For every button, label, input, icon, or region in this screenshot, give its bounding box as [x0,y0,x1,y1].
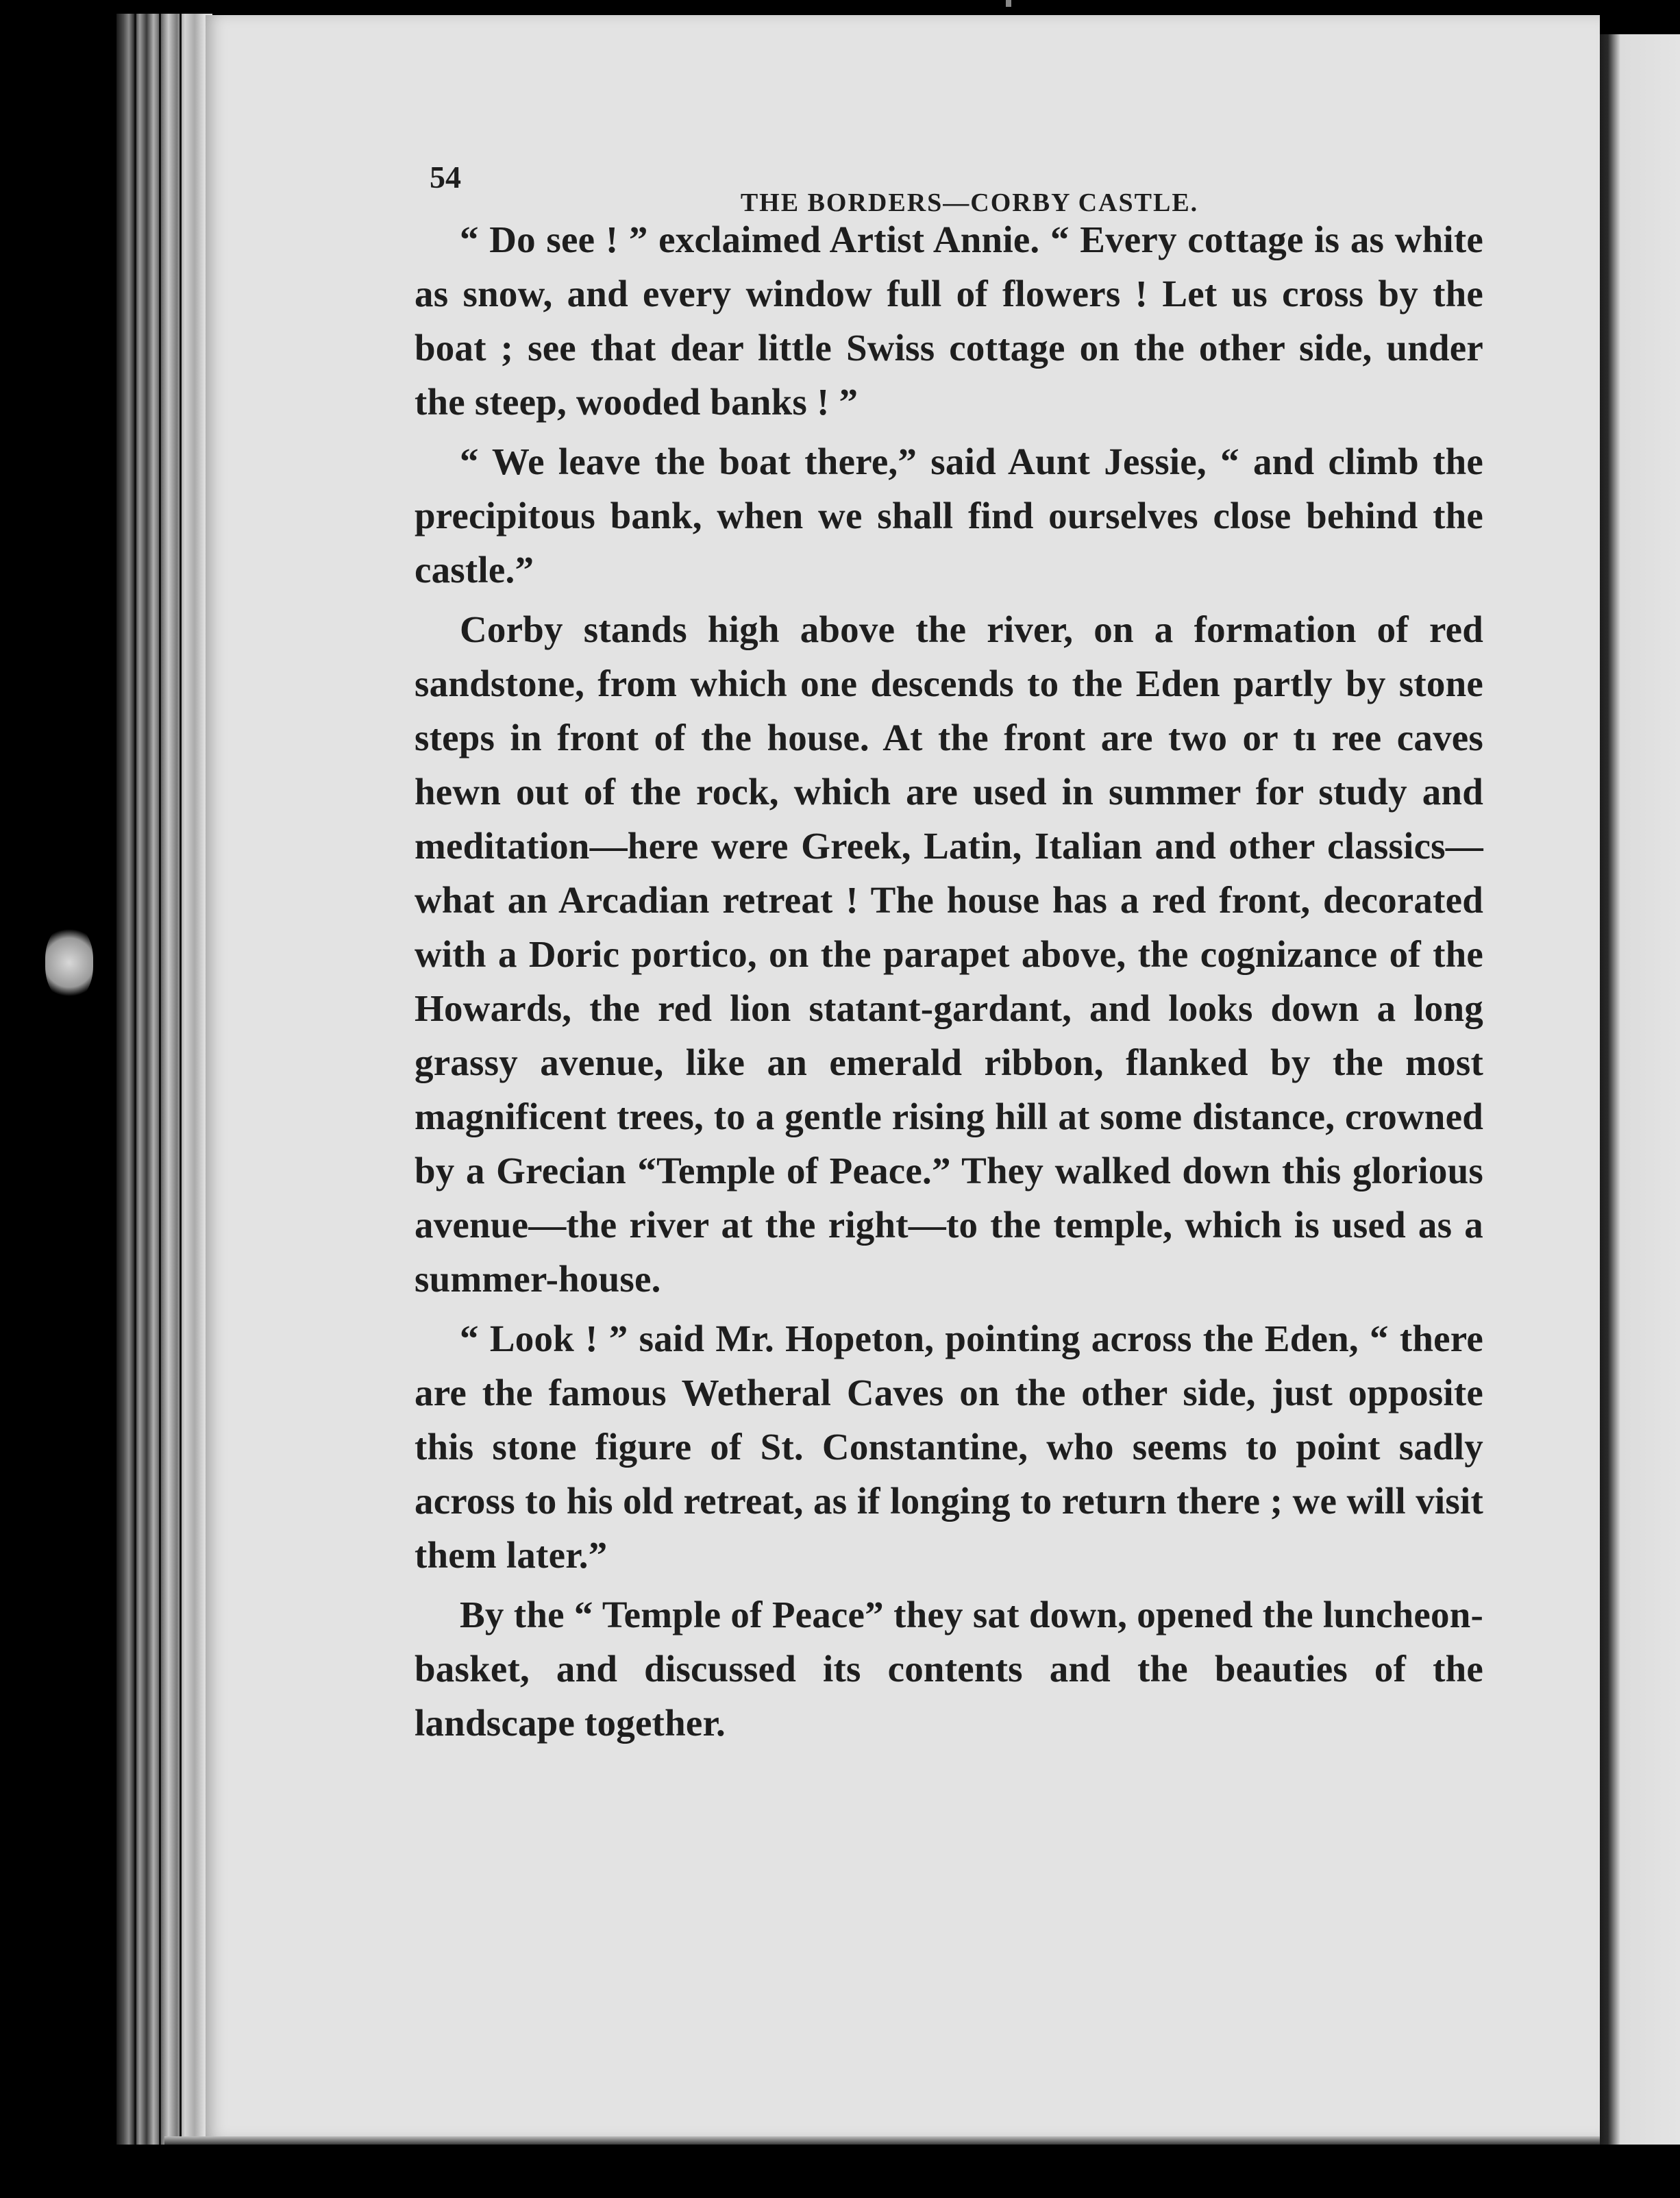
page-edge-line [180,14,182,2145]
page-text-block [415,143,1483,1755]
paragraph-mr-hopeton: “ Look ! ” said Mr. Hopeton, pointing across the Eden, “ there are the famous Wetheral Caves on the other side, just opposite this stone figure of St. Constantine, who seems to point sadly across to his old retreat, as if longing to return there ; we will visit them later.” [415,1318,1483,1576]
stacked-page-edges [116,14,212,2145]
page-edge-line [159,14,161,2145]
page-bottom-edge [164,2136,1610,2145]
paragraph-aunt-jessie: “ We leave the boat there,” said Aunt Jessie, “ and climb the precipitous bank, when we shall find ourselves close behind the castle.” [415,441,1483,591]
paragraph-corby-description: Corby stands high above the river, on a formation of red sandstone, from which one descends to the Eden partly by stone steps in front of the house. At the front are two or tı ree caves hewn out of the rock, which are used in summer for study and meditation—here were Greek, Latin, Italian and other classics—what an Arcadian retreat ! The house has a red front, decorated with a Doric portico, on the parapet above, the cognizance of the Howards, the red lion statant-gardant, and looks down a long grassy avenue, like an emerald ribbon, flanked by the most magnificent trees, to a gentle rising hill at some distance, crowned by a Grecian “Temple of Peace.” They walked down this glorious avenue—the river at the right—to the temple, which is used as a summer-house. [415,608,1483,1300]
paper-damage-spot [45,925,93,1000]
page-edge-line [134,14,136,2145]
running-head [415,143,1483,217]
page-number: 54 [430,160,461,195]
paragraph-temple-of-peace: By the “ Temple of Peace” they sat down, opened the luncheon-basket, and discussed its contents and the beauties of the landscape together. [415,1594,1483,1744]
running-title: THE BORDERS—CORBY CASTLE. [740,188,1199,217]
paragraph-annie: “ Do see ! ” exclaimed Artist Annie. “ Every cottage is as white as snow, and every window full of flowers ! Let us cross by the boat ; see that dear little Swiss cottage on the other side, under the steep, wooded banks ! ” [415,219,1483,423]
scan-mark [1006,0,1011,7]
facing-page-edge [1600,34,1680,2145]
